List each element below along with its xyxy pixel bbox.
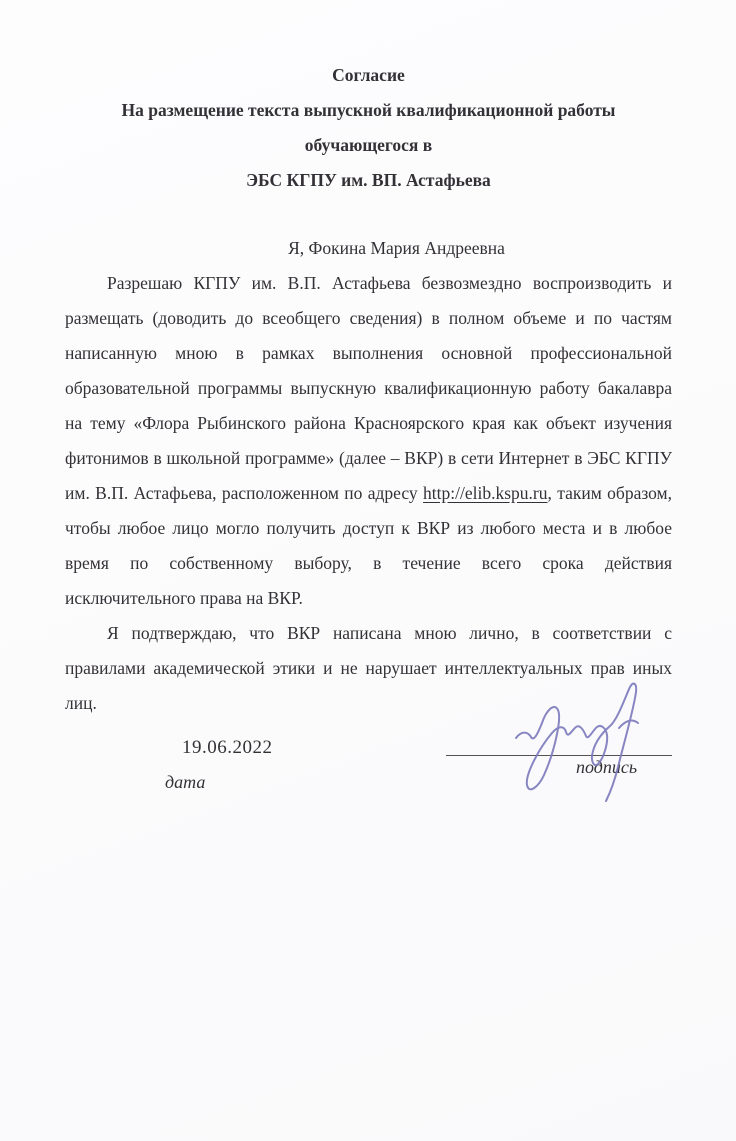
date-and-signature-row bbox=[65, 737, 672, 857]
signature-label: подпись bbox=[576, 757, 638, 777]
paragraph-confirmation: Я подтверждаю, что ВКР написана мною лично, в соответствии с правилами академической этики и не нарушает интеллектуальных прав иных лиц. bbox=[65, 623, 672, 713]
date-block bbox=[165, 737, 335, 793]
document-title bbox=[65, 58, 672, 198]
date-value: 19.06.2022 bbox=[182, 737, 273, 758]
title-line-4: ЭБС КГПУ им. ВП. Астафьева bbox=[246, 170, 491, 190]
document-body bbox=[65, 231, 672, 721]
signature-line bbox=[446, 755, 672, 756]
paragraph-permission bbox=[65, 266, 672, 616]
paragraph-permission-tail: , таким образом, чтобы любое лицо могло получить доступ к ВКР из любого места и в любое время по собственному выбору, в течение всего срока действия исключительного права на ВКР. bbox=[65, 483, 673, 608]
title-line-2: На размещение текста выпускной квалификационной работы bbox=[121, 100, 616, 120]
title-line-3: обучающегося в bbox=[304, 135, 433, 155]
paragraph-permission-text: Разрешаю КГПУ им. В.П. Астафьева безвозмездно воспроизводить и размещать (доводить до всеобщего сведения) в полном объеме и по частям написанную мною в рамках выполнения основной профессиональной образовательной программы выпускную квалификационную работу бакалавра на тему «Флора Рыбинского района Красноярского края как объект изучения фитонимов в школьной программе» (далее – ВКР) в сети Интернет в ЭБС КГПУ им. В.П. Астафьева, расположенном по адресу bbox=[65, 273, 672, 503]
elib-url-link[interactable]: http://elib.kspu.ru bbox=[423, 483, 548, 503]
title-line-1: Согласие bbox=[332, 65, 405, 85]
date-label: дата bbox=[165, 772, 206, 792]
signature-block bbox=[446, 737, 672, 857]
author-byline: Я, Фокина Мария Андреевна bbox=[288, 238, 505, 258]
